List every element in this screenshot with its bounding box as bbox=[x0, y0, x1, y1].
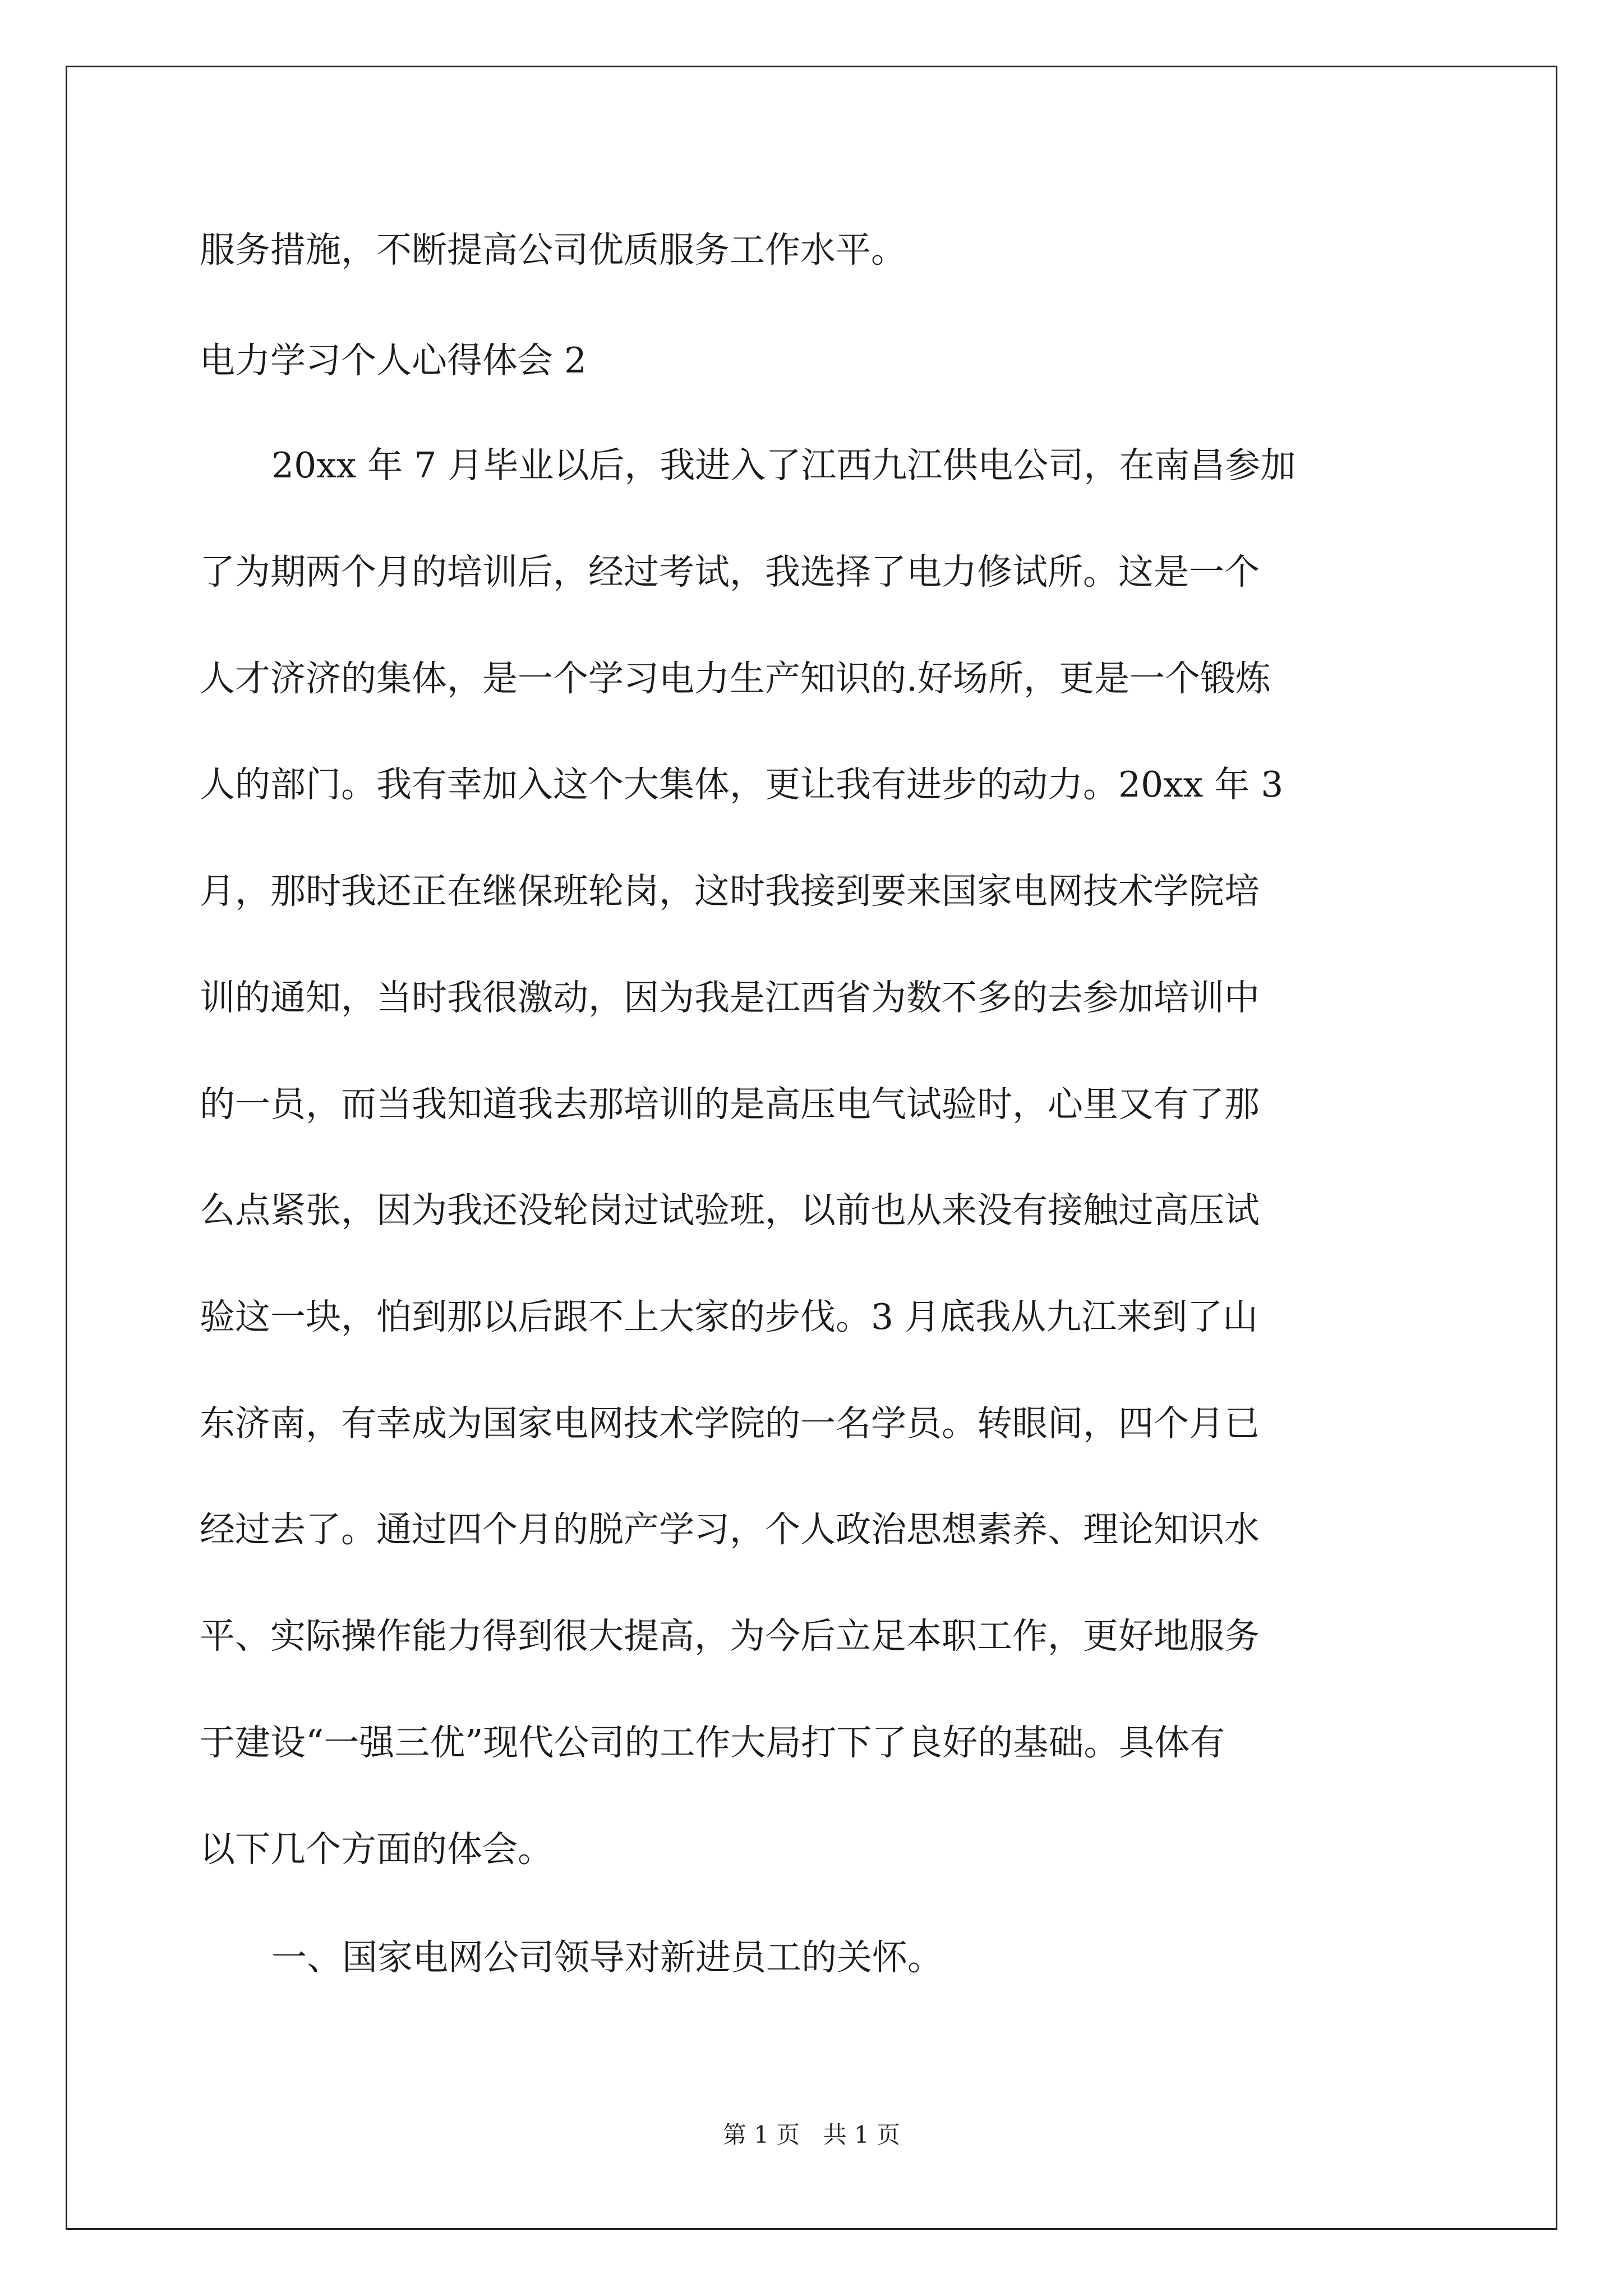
text-line: 的一员，而当我知道我去那培训的是高压电气试验时，心里又有了那 bbox=[200, 1084, 1260, 1125]
paragraph-first-line: 20xx 年 7 月毕业以后，我进入了江西九江供电公司，在南昌参加 bbox=[271, 445, 1296, 486]
page-number: 第 1 页 bbox=[722, 2121, 800, 2148]
page-footer bbox=[0, 2118, 1623, 2152]
text-line: 服务措施，不断提高公司优质服务工作水平。 bbox=[200, 229, 906, 270]
text-line: 经过去了。通过四个月的脱产学习，个人政治思想素养、理论知识水 bbox=[200, 1509, 1260, 1550]
page-total: 共 1 页 bbox=[823, 2121, 901, 2148]
text-line: 东济南，有幸成为国家电网技术学院的一名学员。转眼间，四个月已 bbox=[200, 1403, 1260, 1444]
text-line: 于建设“一强三优”现代公司的工作大局打下了良好的基础。具体有 bbox=[200, 1722, 1225, 1763]
section-heading: 电力学习个人心得体会 2 bbox=[200, 340, 587, 381]
text-line: 了为期两个月的培训后，经过考试，我选择了电力修试所。这是一个 bbox=[200, 551, 1260, 592]
list-item-heading: 一、国家电网公司领导对新进员工的关怀。 bbox=[271, 1937, 943, 1978]
page-border bbox=[66, 66, 1557, 2230]
text-line: 训的通知，当时我很激动，因为我是江西省为数不多的去参加培训中 bbox=[200, 977, 1260, 1018]
text-line: 人才济济的集体，是一个学习电力生产知识的.好场所，更是一个锻炼 bbox=[200, 658, 1271, 699]
text-line: 么点紧张，因为我还没轮岗过试验班，以前也从来没有接触过高压试 bbox=[200, 1190, 1260, 1231]
text-line: 以下几个方面的体会。 bbox=[200, 1829, 553, 1870]
text-line: 验这一块，怕到那以后跟不上大家的步伐。3 月底我从九江来到了山 bbox=[200, 1296, 1258, 1337]
text-line: 人的部门。我有幸加入这个大集体，更让我有进步的动力。20xx 年 3 bbox=[200, 764, 1284, 805]
text-line: 平、实际操作能力得到很大提高，为今后立足本职工作，更好地服务 bbox=[200, 1616, 1260, 1657]
text-line: 月，那时我还正在继保班轮岗，这时我接到要来国家电网技术学院培 bbox=[200, 871, 1260, 912]
